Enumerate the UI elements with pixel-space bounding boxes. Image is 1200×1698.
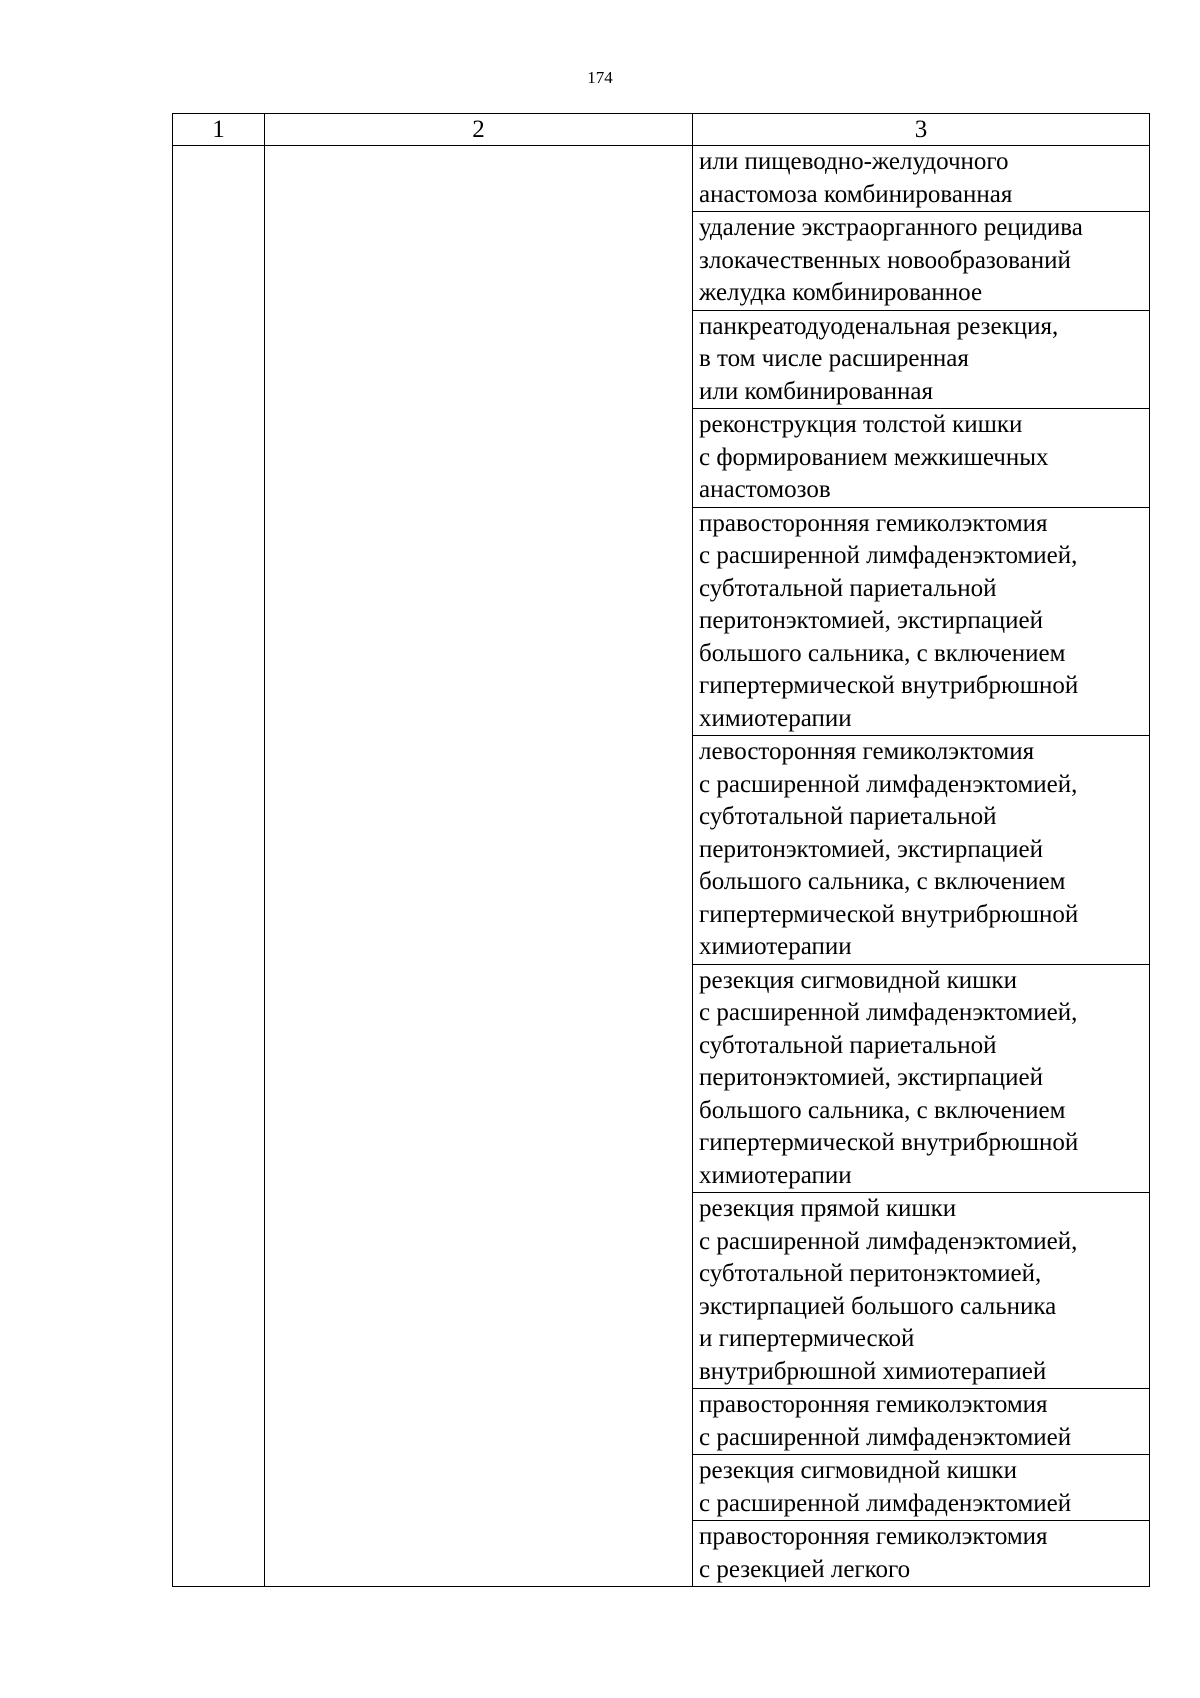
procedure-text-line: или пищеводно-желудочного xyxy=(699,148,1009,175)
procedure-text-line: с расширенной лимфаденэктомией, xyxy=(699,770,1078,798)
procedure-text-line: желудка комбинированное xyxy=(699,279,983,306)
procedure-text-line: реконструкция толстой кишки xyxy=(699,411,1023,438)
procedure-text-line: или комбинированная xyxy=(699,377,933,405)
procedure-text-line: субтотальной перитонэктомией, xyxy=(699,1260,1042,1287)
procedure-text-line: с расширенной лимфаденэктомией xyxy=(699,1423,1072,1451)
procedure-text-line: с резекцией легкого xyxy=(699,1555,911,1583)
procedure-text-line: гипертермической внутрибрюшной xyxy=(699,672,1079,699)
procedure-cell xyxy=(693,212,1150,311)
procedure-cell xyxy=(693,1521,1150,1587)
procedure-text-line: химиотерапии xyxy=(699,1161,852,1189)
procedure-text-line: перитонэктомией, экстирпацией xyxy=(699,1064,1044,1091)
procedures-table xyxy=(172,113,1150,1587)
procedure-cell xyxy=(693,1193,1150,1389)
procedure-text-line: перитонэктомией, экстирпацией xyxy=(699,835,1044,863)
procedure-text-line: внутрибрюшной химиотерапией xyxy=(699,1357,1047,1385)
table-body xyxy=(173,146,1150,1587)
column-2-cell xyxy=(265,146,693,1587)
procedure-text-line: удаление экстраорганного рецидива xyxy=(699,214,1083,241)
column-header-1: 1 xyxy=(173,114,265,146)
page-number: 174 xyxy=(587,68,613,87)
procedure-text-line: субтотальной париетальной xyxy=(699,574,997,602)
procedure-text-line: злокачественных новообразований xyxy=(699,246,1071,274)
procedure-cell xyxy=(693,146,1150,212)
procedure-text-line: резекция прямой кишки xyxy=(699,1195,957,1222)
procedure-text-line: химиотерапии xyxy=(699,704,852,732)
column-header-3: 3 xyxy=(693,114,1150,146)
procedure-text-line: правосторонняя гемиколэктомия xyxy=(699,1523,1048,1550)
procedure-text-line: правосторонняя гемиколэктомия xyxy=(699,1391,1048,1418)
procedure-cell xyxy=(693,1389,1150,1455)
column-header-2: 2 xyxy=(265,114,693,146)
procedure-text-line: с расширенной лимфаденэктомией xyxy=(699,1489,1072,1517)
column-1-cell xyxy=(173,146,265,1587)
procedure-text-line: большого сальника, с включением xyxy=(699,1096,1066,1124)
procedure-text-line: анастомоза комбинированная xyxy=(699,180,1013,208)
procedure-cell xyxy=(693,964,1150,1193)
procedure-text-line: гипертермической внутрибрюшной xyxy=(699,900,1079,928)
procedure-cell xyxy=(693,1455,1150,1521)
procedure-text-line: в том числе расширенная xyxy=(699,345,969,372)
procedure-text-line: с расширенной лимфаденэктомией, xyxy=(699,542,1078,569)
procedure-text-line: большого сальника, с включением xyxy=(699,868,1066,895)
procedure-cell xyxy=(693,409,1150,508)
procedure-text-line: с расширенной лимфаденэктомией, xyxy=(699,999,1078,1026)
procedure-text-line: анастомозов xyxy=(699,476,831,503)
procedure-text-line: и гипертермической xyxy=(699,1325,915,1352)
procedure-text-line: большого сальника, с включением xyxy=(699,639,1066,667)
table-row xyxy=(173,146,1150,212)
procedure-text-line: субтотальной париетальной xyxy=(699,1031,997,1059)
procedure-text-line: с формированием межкишечных xyxy=(699,443,1049,471)
procedure-cell xyxy=(693,310,1150,409)
procedure-text-line: с расширенной лимфаденэктомией, xyxy=(699,1227,1078,1255)
procedure-text-line: перитонэктомией, экстирпацией xyxy=(699,607,1044,634)
procedure-text-line: экстирпацией большого сальника xyxy=(699,1292,1057,1320)
procedure-text-line: панкреатодуоденальная резекция, xyxy=(699,312,1059,340)
table-header-row xyxy=(173,114,1150,146)
procedure-text-line: правосторонняя гемиколэктомия xyxy=(699,509,1048,537)
procedure-cell xyxy=(693,736,1150,965)
procedure-text-line: химиотерапии xyxy=(699,933,852,960)
procedure-text-line: гипертермической внутрибрюшной xyxy=(699,1129,1079,1156)
procedure-cell xyxy=(693,507,1150,736)
procedure-text-line: левосторонняя гемиколэктомия xyxy=(699,738,1035,765)
procedure-text-line: резекция сигмовидной кишки xyxy=(699,1457,1017,1484)
procedure-text-line: резекция сигмовидной кишки xyxy=(699,966,1017,994)
procedure-text-line: субтотальной париетальной xyxy=(699,803,997,830)
